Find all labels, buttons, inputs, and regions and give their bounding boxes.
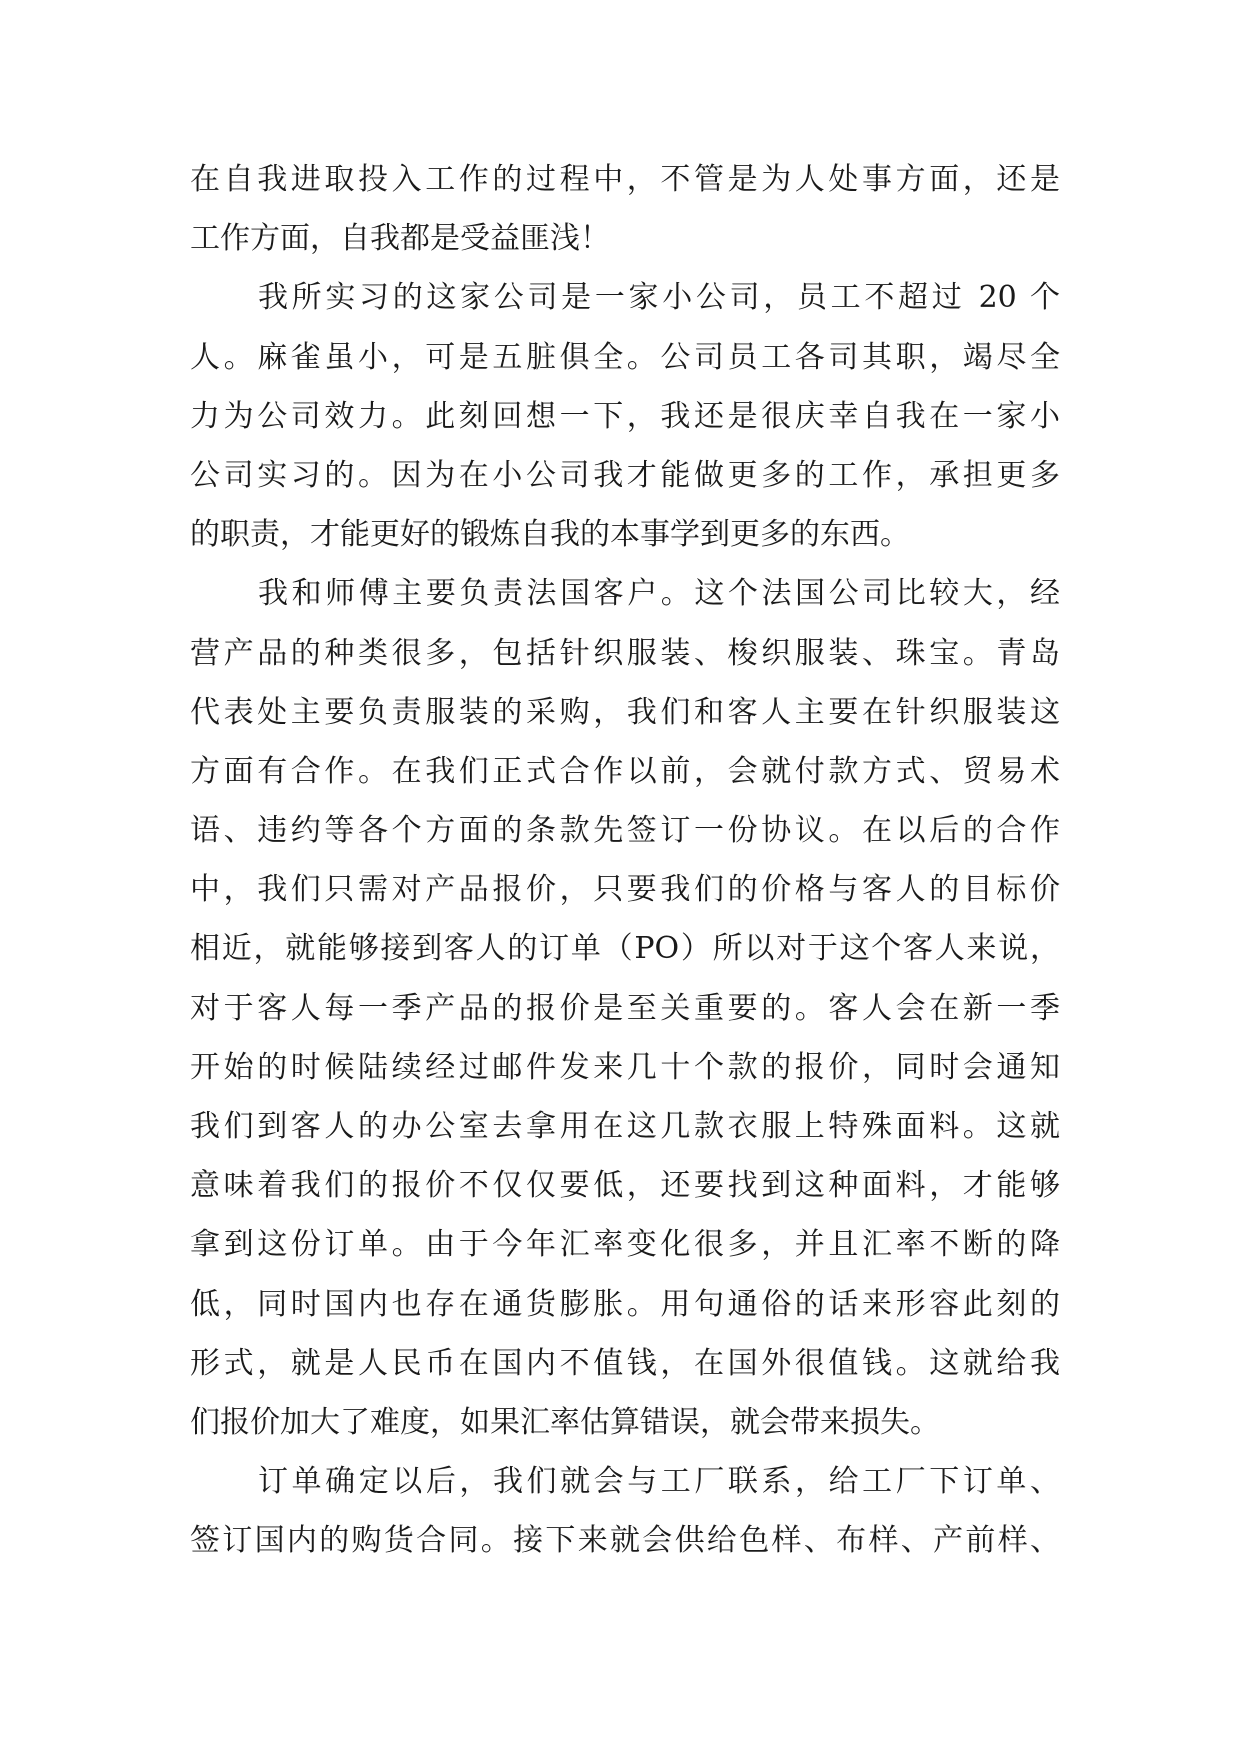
- text-line: 营产品的种类很多，包括针织服装、梭织服装、珠宝。青岛: [190, 635, 1060, 671]
- text-line: 方面有合作。在我们正式合作以前，会就付款方式、贸易术: [190, 753, 1060, 789]
- text-line: 对于客人每一季产品的报价是至关重要的。客人会在新一季: [190, 990, 1060, 1026]
- text-line: 工作方面，自我都是受益匪浅！: [190, 221, 610, 257]
- text-line: 中，我们只需对产品报价，只要我们的价格与客人的目标价: [190, 872, 1060, 908]
- text-line: 我和师傅主要负责法国客户。这个法国公司比较大，经: [258, 576, 1060, 612]
- text-line: 我所实习的这家公司是一家小公司，员工不超过 20 个: [258, 280, 1060, 316]
- text-line: 形式，就是人民币在国内不值钱，在国外很值钱。这就给我: [190, 1345, 1060, 1381]
- text-line: 意味着我们的报价不仅仅要低，还要找到这种面料，才能够: [190, 1168, 1060, 1204]
- text-line: 公司实习的。因为在小公司我才能做更多的工作，承担更多: [190, 457, 1060, 493]
- text-line: 订单确定以后，我们就会与工厂联系，给工厂下订单、: [258, 1464, 1060, 1500]
- document-body: [190, 150, 1060, 1571]
- text-line: 相近，就能够接到客人的订单（PO）所以对于这个客人来说，: [190, 931, 1060, 967]
- text-line: 力为公司效力。此刻回想一下，我还是很庆幸自我在一家小: [190, 398, 1060, 434]
- text-line: 们报价加大了难度，如果汇率估算错误，就会带来损失。: [190, 1404, 940, 1440]
- text-line: 的职责，才能更好的锻炼自我的本事学到更多的东西。: [190, 517, 910, 553]
- text-line: 签订国内的购货合同。接下来就会供给色样、布样、产前样、: [190, 1523, 1060, 1559]
- text-line: 拿到这份订单。由于今年汇率变化很多，并且汇率不断的降: [190, 1227, 1060, 1263]
- text-line: 代表处主要负责服装的采购，我们和客人主要在针织服装这: [190, 694, 1060, 730]
- text-line: 低，同时国内也存在通货膨胀。用句通俗的话来形容此刻的: [190, 1286, 1060, 1322]
- text-line: 在自我进取投入工作的过程中，不管是为人处事方面，还是: [190, 162, 1060, 197]
- text-line: 人。麻雀虽小，可是五脏俱全。公司员工各司其职，竭尽全: [190, 339, 1060, 375]
- text-line: 我们到客人的办公室去拿用在这几款衣服上特殊面料。这就: [190, 1109, 1060, 1144]
- text-line: 语、违约等各个方面的条款先签订一份协议。在以后的合作: [190, 813, 1060, 849]
- text-line: 开始的时候陆续经过邮件发来几十个款的报价，同时会通知: [190, 1049, 1060, 1085]
